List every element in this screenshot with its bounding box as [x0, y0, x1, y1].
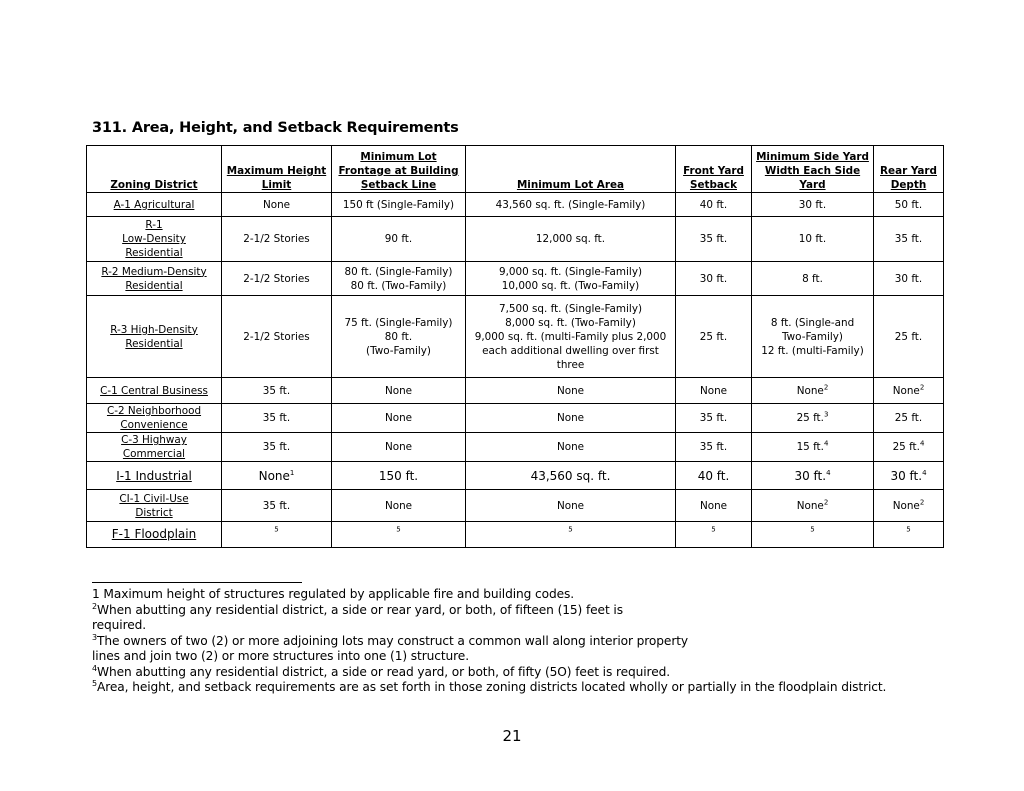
cell-area	[466, 522, 676, 548]
front-value: None	[699, 384, 728, 397]
side-value: 25 ft.	[796, 412, 824, 424]
cell-district	[87, 193, 222, 217]
footnote-marker: 4	[92, 663, 97, 673]
cell-height	[222, 193, 332, 217]
frontage-value: 80 ft. (Single-Family) 80 ft. (Two-Family)	[344, 265, 453, 292]
cell-height	[222, 262, 332, 296]
footnote-text: Area, height, and setback requirements are as set forth in those zoning districts located wholly or partially in the floodplain district.	[97, 680, 887, 694]
footnote-marker: 5	[274, 525, 279, 534]
area-value: 9,000 sq. ft. (Single-Family) 10,000 sq. ft. (Two-Family)	[498, 265, 643, 292]
height-value: None	[258, 468, 290, 483]
area-value: 43,560 sq. ft. (Single-Family)	[495, 198, 646, 211]
cell-height	[222, 462, 332, 490]
cell-district	[87, 522, 222, 548]
cell-rear	[874, 522, 944, 548]
cell-rear	[874, 217, 944, 262]
cell-height	[222, 404, 332, 433]
rear-value: 30 ft.	[894, 272, 923, 285]
footnote-divider	[92, 582, 302, 583]
district-name: R-2 Medium-Density Residential	[101, 265, 207, 292]
table-row	[87, 462, 944, 490]
footnote-line	[92, 603, 952, 619]
cell-side	[752, 193, 874, 217]
cell-area	[466, 404, 676, 433]
front-value: None	[699, 499, 728, 512]
frontage-value: None	[384, 384, 413, 397]
header-rear-yard-depth: Rear Yard Depth	[874, 146, 944, 193]
header-side-yard-width: Minimum Side Yard Width Each Side Yard	[752, 146, 874, 193]
header-maximum-height: Maximum Height Limit	[222, 146, 332, 193]
height-value: 2-1/2 Stories	[243, 233, 310, 245]
requirements-table	[86, 145, 944, 548]
cell-front	[676, 404, 752, 433]
height-value: 35 ft.	[262, 412, 291, 424]
cell-side	[752, 522, 874, 548]
footnote-marker: 3	[823, 410, 829, 419]
footnote-marker: 4	[919, 439, 925, 448]
header-front-yard-setback: Front Yard Setback	[676, 146, 752, 193]
front-value: 35 ft.	[699, 412, 728, 424]
footnote-marker: 5	[810, 525, 815, 534]
front-value: 40 ft.	[699, 198, 728, 211]
district-name: C-2 Neighborhood Convenience	[106, 405, 202, 431]
front-value: 40 ft.	[697, 468, 730, 483]
footnote-marker: 5	[396, 525, 401, 534]
frontage-value: None	[384, 412, 413, 424]
cell-side	[752, 404, 874, 433]
footnote-marker: 5	[92, 678, 97, 688]
frontage-value: 150 ft (Single-Family)	[342, 198, 455, 211]
cell-front	[676, 522, 752, 548]
cell-district	[87, 217, 222, 262]
cell-area	[466, 462, 676, 490]
cell-side	[752, 433, 874, 462]
frontage-value: 75 ft. (Single-Family) 80 ft. (Two-Family)	[344, 316, 453, 357]
cell-district	[87, 404, 222, 433]
rear-value: 25 ft.	[892, 441, 920, 453]
cell-area	[466, 433, 676, 462]
height-value: 35 ft.	[262, 384, 291, 397]
cell-area	[466, 217, 676, 262]
footnote-line	[92, 634, 952, 650]
header-minimum-lot-frontage: Minimum Lot Frontage at Building Setback Line	[332, 146, 466, 193]
rear-value: 25 ft.	[894, 412, 923, 424]
frontage-value: 90 ft.	[384, 233, 413, 245]
footnote-text: When abutting any residential district, a side or rear yard, or both, of fifteen (15) feet is	[97, 602, 623, 617]
footnote-marker: 2	[823, 383, 829, 392]
table-row	[87, 404, 944, 433]
footnote-text: lines and join two (2) or more structures into one (1) structure.	[92, 649, 469, 663]
rear-value: None	[892, 499, 920, 512]
footnote-marker: 5	[711, 525, 716, 534]
rear-value: 50 ft.	[894, 198, 923, 211]
header-zoning-district: Zoning District	[87, 146, 222, 193]
cell-district	[87, 490, 222, 522]
rear-value: 25 ft.	[894, 330, 923, 343]
cell-rear	[874, 404, 944, 433]
table-row	[87, 522, 944, 548]
cell-district	[87, 296, 222, 378]
table-row	[87, 378, 944, 404]
cell-front	[676, 193, 752, 217]
side-value: 30 ft.	[798, 198, 827, 211]
cell-frontage	[332, 490, 466, 522]
front-value: 30 ft.	[699, 272, 728, 285]
area-value: None	[556, 441, 585, 453]
footnote-marker: 2	[919, 498, 925, 507]
footnote-line	[92, 618, 952, 634]
rear-value: None	[892, 384, 920, 397]
cell-front	[676, 217, 752, 262]
cell-area	[466, 296, 676, 378]
cell-district	[87, 262, 222, 296]
table-row	[87, 217, 944, 262]
footnote-marker: 5	[568, 525, 573, 534]
cell-rear	[874, 490, 944, 522]
side-value: 8 ft.	[802, 272, 823, 285]
cell-area	[466, 193, 676, 217]
district-name: CI-1 Civil-Use District	[119, 492, 189, 519]
footnote-marker: 3	[92, 632, 97, 642]
cell-frontage	[332, 378, 466, 404]
front-value: 35 ft.	[699, 233, 728, 245]
cell-height	[222, 490, 332, 522]
cell-frontage	[332, 462, 466, 490]
cell-rear	[874, 462, 944, 490]
frontage-value: None	[384, 441, 413, 453]
cell-side	[752, 262, 874, 296]
cell-frontage	[332, 193, 466, 217]
cell-district	[87, 462, 222, 490]
footnote-marker: 5	[906, 525, 911, 534]
footnote-line	[92, 587, 952, 603]
section-title: 311. Area, Height, and Setback Requirements	[92, 120, 459, 136]
page-number: 21	[502, 727, 522, 745]
footnotes	[92, 587, 952, 696]
district-name: I-1 Industrial	[116, 468, 192, 483]
height-value: None	[262, 198, 291, 211]
side-value: 15 ft.	[796, 441, 824, 453]
cell-district	[87, 433, 222, 462]
side-value: None	[796, 384, 824, 397]
cell-front	[676, 490, 752, 522]
rear-value: 30 ft.	[890, 468, 923, 483]
cell-district	[87, 378, 222, 404]
cell-frontage	[332, 217, 466, 262]
cell-front	[676, 462, 752, 490]
table-row	[87, 490, 944, 522]
footnote-text: 1 Maximum height of structures regulated by applicable fire and building codes.	[92, 587, 575, 601]
area-value: None	[556, 499, 585, 512]
height-value: 2-1/2 Stories	[243, 330, 310, 343]
cell-frontage	[332, 296, 466, 378]
footnote-marker: 2	[823, 498, 829, 507]
area-value: None	[556, 412, 585, 424]
cell-front	[676, 433, 752, 462]
cell-rear	[874, 262, 944, 296]
cell-frontage	[332, 522, 466, 548]
cell-side	[752, 217, 874, 262]
cell-rear	[874, 433, 944, 462]
side-value: 10 ft.	[798, 233, 827, 245]
cell-height	[222, 296, 332, 378]
cell-height	[222, 378, 332, 404]
footnote-text: When abutting any residential district, a side or read yard, or both, of fifty (5O) feet is required.	[97, 664, 671, 679]
cell-side	[752, 490, 874, 522]
cell-area	[466, 490, 676, 522]
area-value: 12,000 sq. ft.	[535, 233, 606, 245]
district-name: C-3 Highway Commercial	[121, 434, 187, 460]
height-value: 35 ft.	[262, 441, 291, 453]
cell-area	[466, 378, 676, 404]
frontage-value: None	[384, 499, 413, 512]
cell-side	[752, 462, 874, 490]
district-name: R-1 Low-Density Residential	[122, 219, 186, 259]
side-value: 30 ft.	[794, 468, 827, 483]
table-row	[87, 296, 944, 378]
footnote-line	[92, 680, 952, 696]
table-row	[87, 193, 944, 217]
height-value: 2-1/2 Stories	[243, 272, 310, 285]
district-name: F-1 Floodplain	[111, 527, 197, 541]
footnote-marker: 2	[92, 601, 97, 611]
footnote-line	[92, 649, 952, 665]
cell-side	[752, 378, 874, 404]
footnote-marker: 2	[919, 383, 925, 392]
cell-height	[222, 522, 332, 548]
front-value: 35 ft.	[699, 441, 728, 453]
side-value: 8 ft. (Single-and Two-Family) 12 ft. (multi-Family)	[761, 316, 864, 357]
footnote-text: required.	[92, 618, 147, 632]
cell-rear	[874, 296, 944, 378]
table-row	[87, 433, 944, 462]
front-value: 25 ft.	[699, 330, 728, 343]
frontage-value: 150 ft.	[378, 468, 419, 483]
footnote-marker: 1	[289, 468, 295, 477]
cell-front	[676, 378, 752, 404]
cell-rear	[874, 378, 944, 404]
cell-front	[676, 296, 752, 378]
cell-frontage	[332, 262, 466, 296]
district-name: A-1 Agricultural	[113, 198, 195, 211]
cell-height	[222, 217, 332, 262]
footnote-marker: 4	[922, 468, 927, 477]
cell-height	[222, 433, 332, 462]
district-name: C-1 Central Business	[100, 384, 208, 397]
table-row	[87, 262, 944, 296]
table-header-row	[87, 146, 944, 193]
footnote-marker: 4	[823, 439, 829, 448]
cell-side	[752, 296, 874, 378]
area-value: 7,500 sq. ft. (Single-Family) 8,000 sq. ft. (Two-Family) 9,000 sq. ft. (multi-Family plus 2,000 each additional dwelling over first three	[474, 302, 667, 371]
cell-frontage	[332, 433, 466, 462]
footnote-line	[92, 665, 952, 681]
area-value: None	[556, 384, 585, 397]
side-value: None	[796, 499, 824, 512]
area-value: 43,560 sq. ft.	[530, 468, 611, 483]
cell-frontage	[332, 404, 466, 433]
rear-value: 35 ft.	[894, 233, 923, 245]
footnote-marker: 4	[826, 468, 831, 477]
footnote-text: The owners of two (2) or more adjoining lots may construct a common wall along interior property	[97, 633, 689, 648]
district-name: R-3 High-Density Residential	[110, 323, 198, 350]
header-minimum-lot-area: Minimum Lot Area	[466, 146, 676, 193]
height-value: 35 ft.	[262, 499, 291, 512]
cell-rear	[874, 193, 944, 217]
cell-area	[466, 262, 676, 296]
cell-front	[676, 262, 752, 296]
